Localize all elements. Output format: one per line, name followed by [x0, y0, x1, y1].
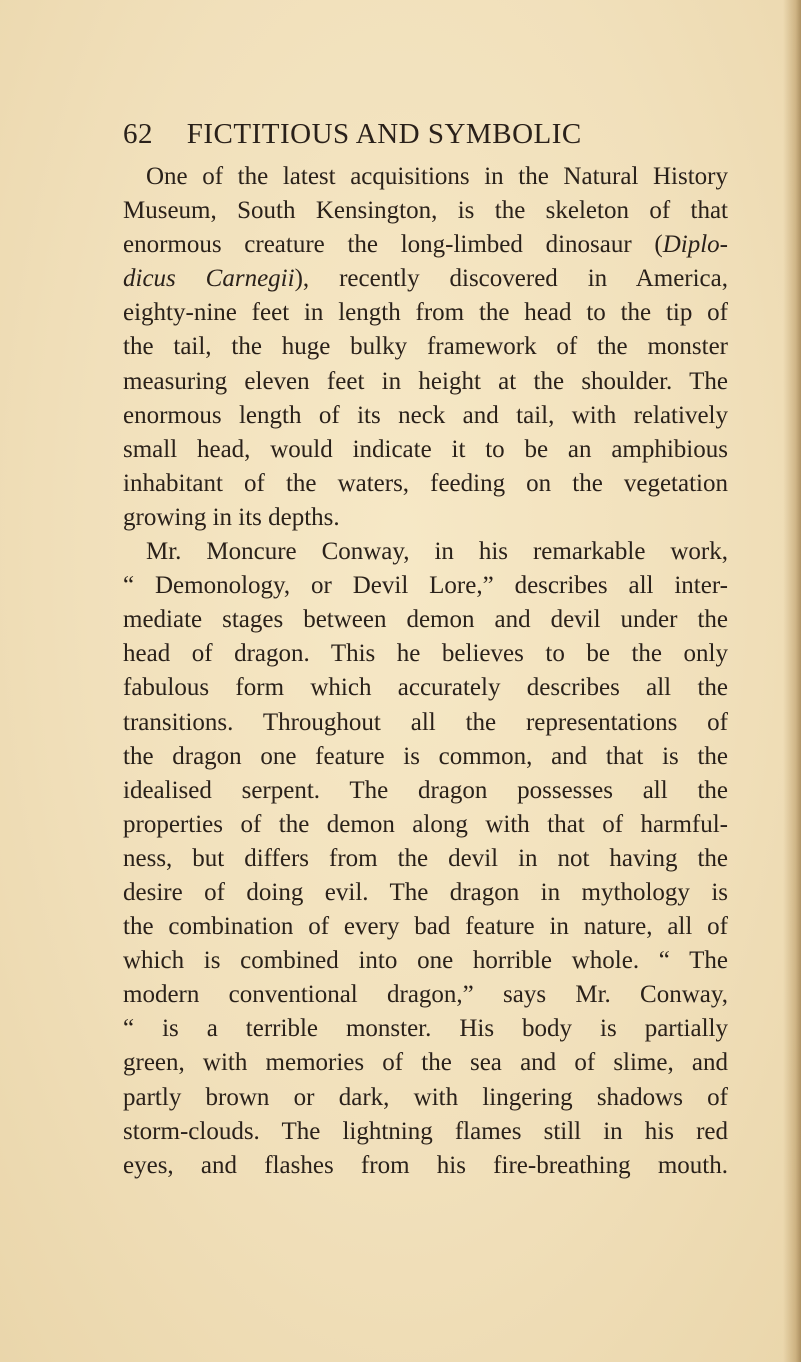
text-line: modern conventional dragon,” says Mr. Conway, [123, 981, 728, 1009]
text-line: eyes, and flashes from his fire-breathing mouth. [123, 1151, 728, 1179]
text-line: the dragon one feature is common, and that is the [123, 742, 728, 770]
page-number: 62 [123, 118, 153, 150]
text-line: measuring eleven feet in height at the shoulder. The [123, 367, 728, 395]
page-edge-shadow [783, 0, 801, 1362]
italic-species-name: Diplo- [662, 231, 728, 259]
running-head: FICTITIOUS AND SYMBOLIC [186, 118, 582, 150]
text-line: properties of the demon along with that of harmful- [123, 810, 728, 838]
text-line: storm-clouds. The lightning flames still in his red [123, 1117, 728, 1145]
text-line: Mr. Moncure Conway, in his remarkable work, [146, 538, 728, 566]
text-line: fabulous form which accurately describes all the [123, 674, 728, 702]
text-line: transitions. Throughout all the representations of [123, 708, 728, 736]
text-line: which is combined into one horrible whole. “ The [123, 947, 728, 975]
text-line: small head, would indicate it to be an amphibious [123, 435, 728, 463]
text-line: “ Demonology, or Devil Lore,” describes all inter- [123, 572, 728, 600]
italic-species-name: dicus Carnegii [123, 265, 295, 293]
text-line: One of the latest acquisitions in the Natural History [146, 163, 728, 190]
page-header [123, 118, 683, 152]
text-line: the combination of every bad feature in nature, all of [123, 913, 728, 941]
text-line: enormous length of its neck and tail, with relatively [123, 401, 728, 429]
text-line: desire of doing evil. The dragon in mythology is [123, 878, 728, 906]
text-line: idealised serpent. The dragon possesses all the [123, 776, 728, 804]
text-line: enormous creature the long-limbed dinosaur (Diplo- [123, 231, 728, 259]
text-line: inhabitant of the waters, feeding on the vegetation [123, 469, 728, 497]
text-line: eighty-nine feet in length from the head to the tip of [123, 299, 728, 327]
text-line: green, with memories of the sea and of slime, and [123, 1049, 728, 1077]
text-line: ness, but differs from the devil in not having the [123, 844, 728, 872]
body-text [123, 160, 728, 1183]
text-line: mediate stages between demon and devil under the [123, 606, 728, 634]
text-line: dicus Carnegii), recently discovered in America, [123, 265, 728, 293]
text-line: partly brown or dark, with lingering shadows of [123, 1083, 728, 1111]
text-line: Museum, South Kensington, is the skeleton of that [123, 197, 728, 225]
text-line: the tail, the huge bulky framework of the monster [123, 333, 728, 361]
text-line: growing in its depths. [123, 503, 340, 531]
text-line: “ is a terrible monster. His body is partially [123, 1015, 728, 1043]
text-line: head of dragon. This he believes to be the only [123, 640, 728, 668]
